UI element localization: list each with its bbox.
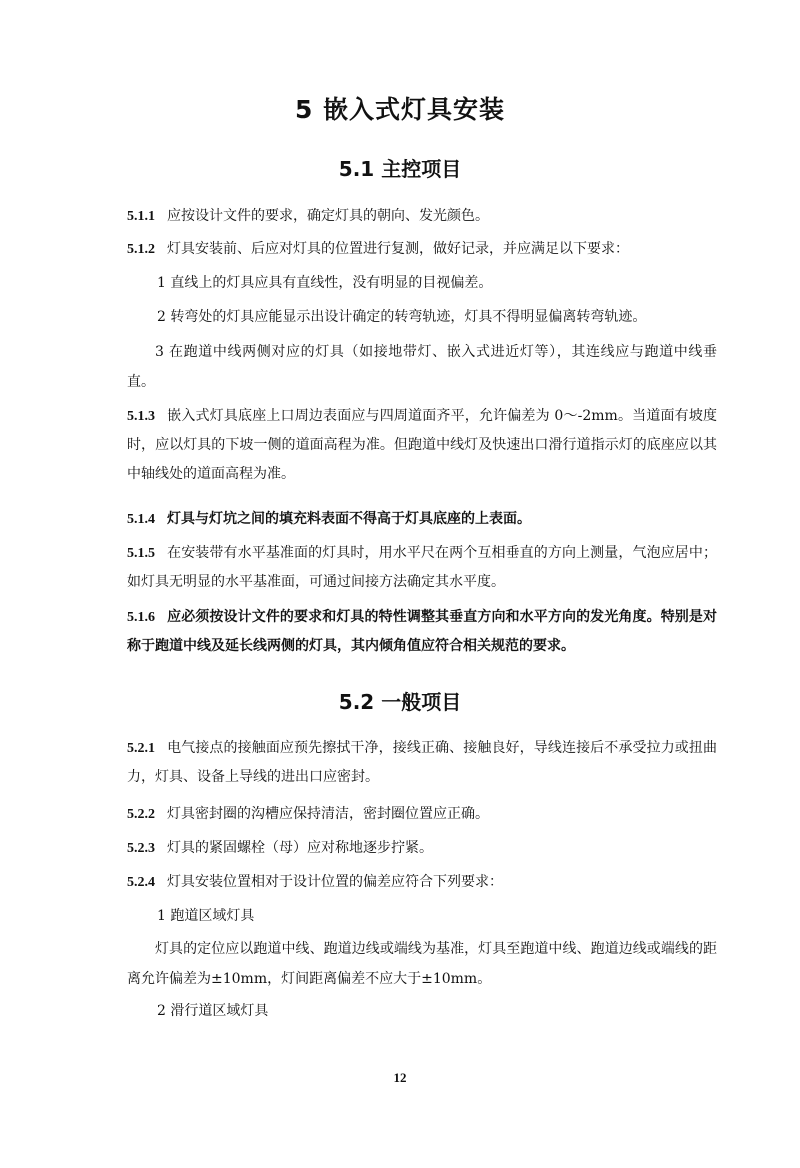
section-title-5-1: 5.1 主控项目: [338, 157, 462, 181]
list-item-5-2-4-1: 1 跑道区域灯具: [157, 908, 255, 924]
clause-text: 灯具的紧固螺栓（母）应对称地逐步拧紧。: [167, 840, 433, 856]
clause-text: 嵌入式灯具底座上口周边表面应与四周道面齐平，允许偏差为 0～-2mm。当道面有坡度时，应以灯具的下坡一侧的道面高程为准。但跑道中线灯及快速出口滑行道指示灯的底座应以其中轴线处的道面高程为准。: [127, 408, 717, 482]
clause-5-1-1: [127, 202, 717, 231]
clause-text: 灯具安装位置相对于设计位置的偏差应符合下列要求：: [167, 874, 503, 890]
clause-text: 电气接点的接触面应预先擦拭干净，接线正确、接触良好，导线连接后不承受拉力或扭曲力，灯具、设备上导线的进出口应密封。: [127, 740, 717, 785]
clause-number: 5.2.1: [127, 741, 155, 756]
clause-number: 5.1.2: [127, 242, 155, 257]
clause-text: 灯具与灯坑之间的填充料表面不得高于灯具底座的上表面。: [167, 511, 531, 527]
list-item-5-2-4-2: 2 滑行道区域灯具: [157, 1003, 269, 1019]
clause-5-2-2: [127, 800, 717, 829]
list-item-5-1-2-3: 3 在跑道中线两侧对应的灯具（如接地带灯、嵌入式进近灯等），其连线应与跑道中线垂直。: [127, 344, 717, 390]
clause-number: 5.1.1: [127, 209, 155, 224]
clause-text: 应按设计文件的要求，确定灯具的朝向、发光颜色。: [167, 208, 489, 224]
clause-text: 灯具密封圈的沟槽应保持清洁，密封圈位置应正确。: [167, 806, 489, 822]
clause-number: 5.2.3: [127, 841, 155, 856]
clause-5-2-4: [127, 868, 717, 897]
clause-number: 5.1.5: [127, 546, 155, 561]
clause-5-1-4: [127, 505, 717, 534]
clause-5-2-3: [127, 834, 717, 863]
clause-5-1-3: [127, 402, 717, 489]
clause-number: 5.2.4: [127, 875, 155, 890]
clause-5-2-1: [127, 734, 717, 792]
chapter-title: 5 嵌入式灯具安装: [294, 95, 506, 124]
clause-text: 应必须按设计文件的要求和灯具的特性调整其垂直方向和水平方向的发光角度。特别是对称于跑道中线及延长线两侧的灯具，其内倾角值应符合相关规范的要求。: [127, 609, 717, 654]
section-title-5-2: 5.2 一般项目: [338, 690, 462, 714]
list-item-5-1-2-2: 2 转弯处的灯具应能显示出设计确定的转弯轨迹，灯具不得明显偏离转弯轨迹。: [157, 309, 647, 325]
clause-number: 5.1.6: [127, 610, 155, 625]
clause-5-1-2: [127, 235, 717, 264]
clause-text: 灯具安装前、后应对灯具的位置进行复测，做好记录，并应满足以下要求：: [167, 241, 629, 257]
clause-number: 5.2.2: [127, 807, 155, 822]
list-item-5-1-2-1: 1 直线上的灯具应具有直线性，没有明显的目视偏差。: [157, 275, 493, 291]
clause-number: 5.1.3: [127, 409, 155, 424]
list-item-5-2-4-1-body: 灯具的定位应以跑道中线、跑道边线或端线为基准，灯具至跑道中线、跑道边线或端线的距离允许偏差为±10mm，灯间距离偏差不应大于±10mm。: [127, 941, 717, 987]
clause-5-1-5: [127, 539, 717, 597]
page-number: 12: [393, 1070, 407, 1085]
clause-text: 在安装带有水平基准面的灯具时，用水平尺在两个互相垂直的方向上测量，气泡应居中；如灯具无明显的水平基准面，可通过间接方法确定其水平度。: [127, 545, 717, 590]
clause-5-1-6: [127, 603, 717, 661]
clause-number: 5.1.4: [127, 512, 155, 527]
